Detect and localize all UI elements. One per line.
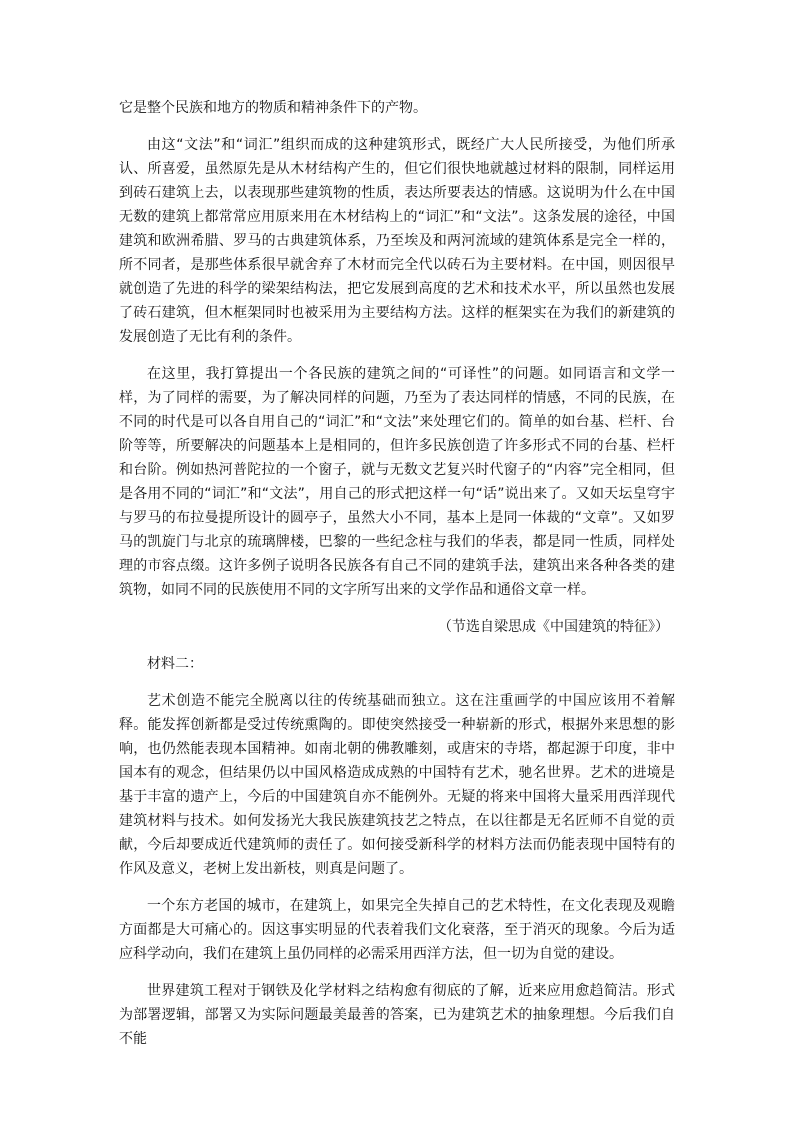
- paragraph-translatability: 在这里，我打算提出一个各民族的建筑之间的“可译性”的问题。如同语言和文学一样，为了同样的需要，为了解决同样的问题，乃至为了表达同样的情感，不同的民族，在不同的时代是可以各自用自己的“词汇”和“文法”来处理它们的。简单的如台基、栏杆、台阶等等，所要解决的问题基本上是相同的，但许多民族创造了许多形式不同的台基、栏杆和台阶。例如热河普陀拉的一个窗子，就与无数文艺复兴时代窗子的“内容”完全相同，但是各用不同的“词汇”和“文法”，用自己的形式把这样一句“话”说出来了。又如天坛皇穹宇与罗马的布拉曼提所设计的圆亭子，虽然大小不同，基本上是同一体裁的“文章”。又如罗马的凯旋门与北京的琉璃牌楼，巴黎的一些纪念柱与我们的华表，都是同一性质，同样处理的市容点缀。这许多例子说明各民族各有自己不同的建筑手法，建筑出来各种各类的建筑物，如同不同的民族使用不同的文字所写出来的文学作品和通俗文章一样。: [119, 366, 675, 598]
- paragraph-art-tradition: 艺术创造不能完全脱离以往的传统基础而独立。这在注重画学的中国应该用不着解释。能发挥创新都是受过传统熏陶的。即使突然接受一种崭新的形式，根据外来思想的影响，也仍然能表现本国精神。如南北朝的佛教雕刻，或唐宋的寺塔，都起源于印度，非中国本有的观念，但结果仍以中国风格造成成熟的中国特有艺术，驰名世界。艺术的进境是基于丰富的遗产上，今后的中国建筑自亦不能例外。无疑的将来中国将大量采用西洋现代建筑材料与技术。如何发扬光大我民族建筑技艺之特点，在以往都是无名匠师不自觉的贡献，今后却要成近代建筑师的责任了。如何接受新科学的材料方法而仍能表现中国特有的作风及意义，老树上发出新枝，则真是问题了。: [119, 693, 675, 877]
- paragraph-continuation: 它是整个民族和地方的物质和精神条件下的产物。: [119, 100, 427, 116]
- document-page: [119, 96, 675, 1064]
- paragraph-eastern-city: 一个东方老国的城市，在建筑上，如果完全失掉自己的艺术特性，在文化表现及观瞻方面都是大可痛心的。因这事实明显的代表着我们文化衰落，至于消灭的现象。今后为适应科学动向，我们在建筑上虽仍同样的必需采用西洋方法，但一切为自觉的建设。: [119, 898, 675, 962]
- paragraph-wenfa-cihui: 由这“文法”和“词汇”组织而成的这种建筑形式，既经广大人民所接受，为他们所承认、所喜爱，虽然原先是从木材结构产生的，但它们很快地就越过材料的限制，同样运用到砖石建筑上去，以表现那些建筑物的性质，表达所要表达的情感。这说明为什么在中国无数的建筑上都常常应用原来用在木材结构上的“词汇”和“文法”。这条发展的途径，中国建筑和欧洲希腊、罗马的古典建筑体系，乃至埃及和两河流域的建筑体系是完全一样的，所不同者，是那些体系很早就舍弃了木材而完全代以砖石为主要材料。在中国，则因很早就创造了先进的科学的梁架结构法，把它发展到高度的艺术和技术水平，所以虽然也发展了砖石建筑，但木框架同时也被采用为主要结构方法。这样的框架实在为我们的新建筑的发展创造了无比有利的条件。: [119, 137, 675, 345]
- material-two-heading: 材料二：: [147, 656, 203, 672]
- paragraph-world-engineering: 世界建筑工程对于钢铁及化学材料之结构愈有彻底的了解，近来应用愈趋简洁。形式为部署逻辑，部署又为实际问题最美最善的答案，已为建筑艺术的抽象理想。今后我们自不能: [119, 983, 675, 1047]
- source-citation: （节选自梁思成《中国建筑的特征》）: [438, 619, 669, 635]
